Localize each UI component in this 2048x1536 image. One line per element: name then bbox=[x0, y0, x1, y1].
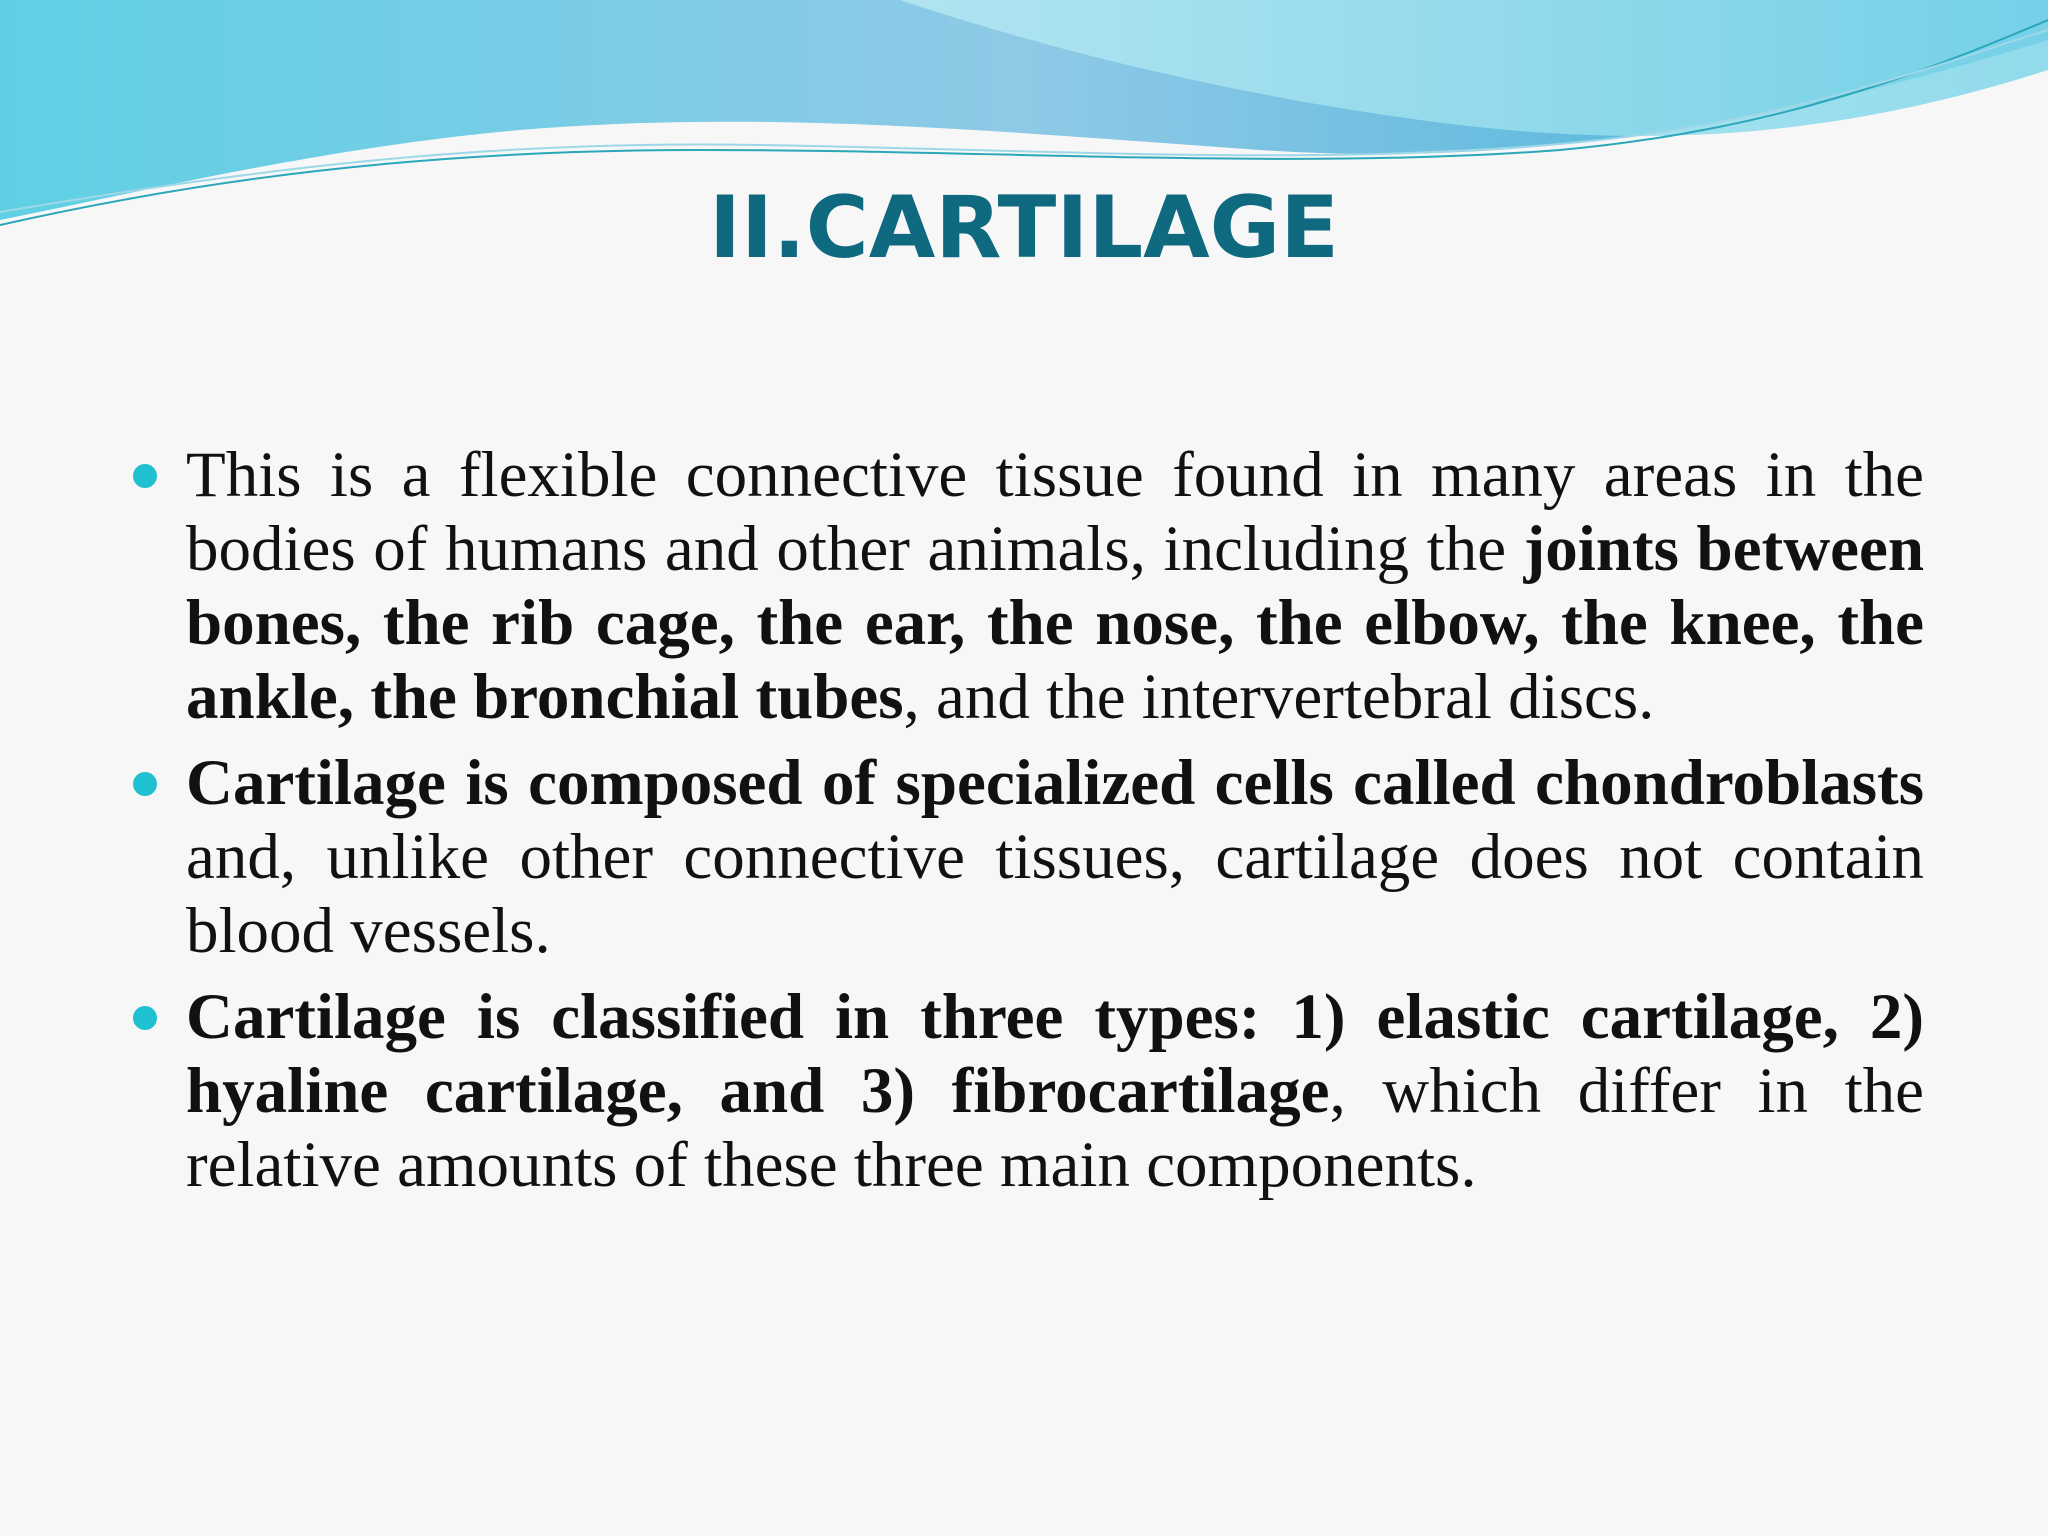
bullet-text-normal: This is a flexible connective tissue found in many areas in the bodies of humans and other animals, including the bbox=[186, 439, 1924, 585]
bullet-item bbox=[186, 746, 1924, 968]
bullet-text-normal: , which differ in the relative amounts of these three main components. bbox=[186, 1055, 1924, 1201]
bullet-text-bold: Cartilage is composed of specialized cells called chondroblasts bbox=[186, 747, 1924, 819]
bullet-text-normal: and, unlike other connective tissues, cartilage does not contain blood vessels. bbox=[186, 821, 1924, 967]
bullet-dot-icon bbox=[133, 1006, 157, 1030]
slide-title: II.CARTILAGE bbox=[708, 178, 1340, 278]
bullet-dot-icon bbox=[133, 772, 157, 796]
bullet-text-bold: joints between bones, the rib cage, the ear, the nose, the elbow, the knee, the ankle, the bronchial tubes bbox=[186, 513, 1924, 733]
bullet-item bbox=[186, 438, 1924, 734]
bullet-list bbox=[186, 438, 1924, 1214]
bullet-text-bold: Cartilage is classified in three types: 1) elastic cartilage, 2) hyaline cartilage, and 3) fibrocartilage bbox=[186, 981, 1924, 1127]
bullet-item bbox=[186, 980, 1924, 1202]
bullet-dot-icon bbox=[133, 464, 157, 488]
bullet-text-normal: , and the intervertebral discs. bbox=[903, 661, 1655, 733]
